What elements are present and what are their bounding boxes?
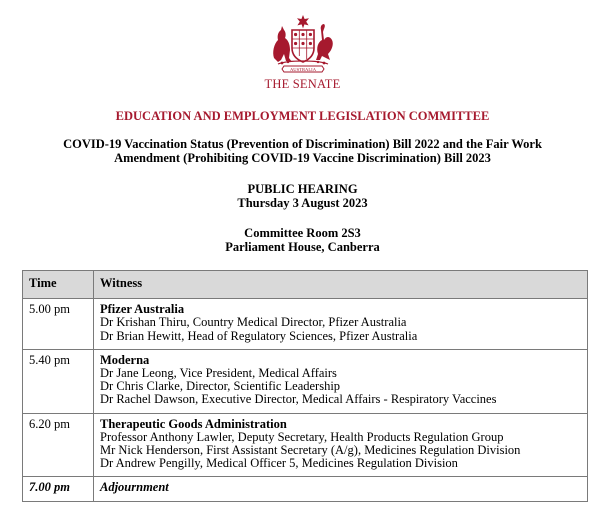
hearing-date: Thursday 3 August 2023	[237, 196, 368, 210]
witness-entry: Dr Jane Leong, Vice President, Medical Affairs	[100, 366, 337, 381]
adjournment-time: 7.00 pm	[23, 477, 94, 501]
witness-entry: Professor Anthony Lawler, Deputy Secretary, Health Products Regulation Group	[100, 429, 504, 444]
coat-of-arms-logo	[268, 14, 338, 76]
session-time: 5.00 pm	[23, 299, 94, 350]
session-time: 6.20 pm	[23, 413, 94, 477]
venue-info	[0, 226, 605, 254]
table-row	[23, 349, 588, 413]
crest-motto: AUSTRALIA	[289, 66, 317, 72]
venue: Parliament House, Canberra	[225, 240, 380, 254]
bill-title	[0, 137, 605, 165]
hearing-info	[0, 182, 605, 210]
witness-entry: Dr Andrew Pengilly, Medical Officer 5, Medicines Regulation Division	[100, 456, 458, 471]
session-time: 5.40 pm	[23, 349, 94, 413]
committee-room: Committee Room 2S3	[244, 226, 361, 240]
adjournment-label: Adjournment	[94, 477, 588, 501]
table-row	[23, 413, 588, 477]
session-witnesses	[94, 349, 588, 413]
witness-entry: Dr Krishan Thiru, Country Medical Director, Pfizer Australia	[100, 315, 407, 330]
schedule-table	[22, 270, 588, 502]
time-column-header: Time	[23, 271, 94, 299]
organisation-name: Therapeutic Goods Administration	[100, 416, 287, 431]
witness-entry: Dr Rachel Dawson, Executive Director, Medical Affairs - Respiratory Vaccines	[100, 392, 497, 407]
organisation-name: Moderna	[100, 352, 150, 367]
witness-column-header: Witness	[94, 271, 588, 299]
table-row	[23, 299, 588, 350]
witness-entry: Mr Nick Henderson, First Assistant Secretary (A/g), Medicines Regulation Division	[100, 443, 521, 458]
adjournment-row	[23, 477, 588, 501]
session-witnesses	[94, 299, 588, 350]
witness-entry: Dr Brian Hewitt, Head of Regulatory Sciences, Pfizer Australia	[100, 328, 418, 343]
table-header-row	[23, 271, 588, 299]
session-witnesses	[94, 413, 588, 477]
bill-title-line-1: COVID-19 Vaccination Status (Prevention of Discrimination) Bill 2022 and the Fair Work	[63, 137, 542, 151]
bill-title-line-2: Amendment (Prohibiting COVID-19 Vaccine Discrimination) Bill 2023	[114, 151, 491, 165]
witness-entry: Dr Chris Clarke, Director, Scientific Leadership	[100, 379, 341, 394]
organisation-name: Pfizer Australia	[100, 302, 185, 317]
senate-title: THE SENATE	[264, 77, 341, 91]
committee-title: EDUCATION AND EMPLOYMENT LEGISLATION COMMITTEE	[115, 109, 490, 123]
hearing-type: PUBLIC HEARING	[247, 182, 358, 196]
